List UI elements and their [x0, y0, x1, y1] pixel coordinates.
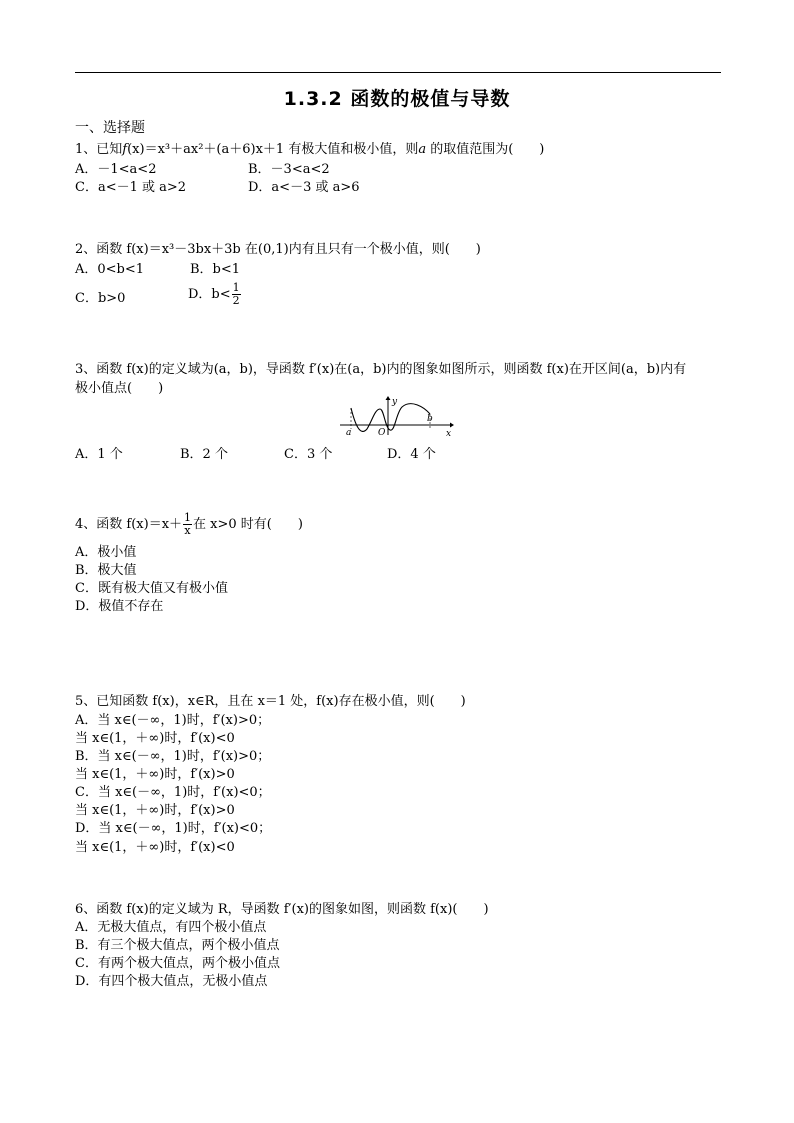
- q5-line: 当 x∈(1，＋∞)时，f′(x)<0: [75, 840, 235, 855]
- q1-option-a: A．－1<a<2: [75, 162, 157, 177]
- q2-option-b: B．b<1: [190, 262, 241, 277]
- q3-option-a: A．1 个: [75, 447, 123, 462]
- q3-option-d: D．4 个: [387, 447, 436, 462]
- derivative-graph: [336, 395, 456, 437]
- q3-stem-line1: 3、函数 f(x)的定义域为(a，b)，导函数 f′(x)在(a，b)内的图象如图所示，则函数 f(x)在开区间(a，b)内有: [75, 362, 687, 377]
- q5-line: B．当 x∈(－∞，1)时，f′(x)>0；: [75, 749, 271, 764]
- graph-label-y: y: [392, 397, 398, 407]
- q2-option-a: A．0<b<1: [75, 262, 145, 277]
- q1-option-b: B．－3<a<2: [248, 162, 330, 177]
- q3-option-c: C．3 个: [284, 447, 333, 462]
- page-title: 1.3.2 函数的极值与导数: [283, 88, 511, 110]
- q6-stem: 6、函数 f(x)的定义域为 R，导函数 f′(x)的图象如图，则函数 f(x)( ): [75, 902, 489, 917]
- q5-line: 当 x∈(1，＋∞)时，f′(x)>0: [75, 803, 235, 818]
- q4-option-c: C．既有极大值又有极小值: [75, 581, 228, 596]
- graph-label-a: a: [346, 428, 352, 437]
- q6-option-c: C．有两个极大值点，两个极小值点: [75, 956, 280, 971]
- q4-option-b: B．极大值: [75, 563, 137, 578]
- q4-option-a: A．极小值: [75, 545, 137, 560]
- q3-stem-line2: 极小值点( ): [75, 381, 164, 396]
- q4-stem: 4、函数 f(x)＝x＋ $\frac{1}{x}$ 在 x>0 时有( ): [75, 511, 303, 537]
- q6-option-d: D．有四个极大值点，无极小值点: [75, 974, 268, 989]
- q5-line: A．当 x∈(－∞，1)时，f′(x)>0；: [75, 713, 271, 728]
- q2-stem: 2、函数 f(x)＝x³－3bx＋3b 在(0,1)内有且只有一个极小值，则( ): [75, 242, 481, 257]
- q3-option-b: B．2 个: [180, 447, 228, 462]
- graph-label-b: b: [427, 414, 433, 424]
- q5-stem: 5、已知函数 f(x)，x∈R，且在 x＝1 处，f(x)存在极小值，则( ): [75, 694, 466, 709]
- q5-line: D．当 x∈(－∞，1)时，f′(x)<0；: [75, 821, 272, 836]
- q2-option-c: C．b>0: [75, 291, 126, 306]
- q1-option-c: C．a<－1 或 a>2: [75, 180, 187, 195]
- header-rule: [75, 72, 721, 73]
- q1-option-d: D．a<－3 或 a>6: [248, 180, 360, 195]
- q1-stem: 1、已知f(x)＝x³＋ax²＋(a＋6)x＋1 有极大值和极小值，则a 的取值范围为( ): [75, 142, 545, 157]
- q2-option-d: D．b< $\frac{1}{2}$: [188, 281, 240, 307]
- q6-option-a: A．无极大值点，有四个极小值点: [75, 920, 267, 935]
- q4-option-d: D．极值不存在: [75, 599, 164, 614]
- q5-line: 当 x∈(1，＋∞)时，f′(x)<0: [75, 731, 235, 746]
- graph-label-o: O: [378, 428, 386, 437]
- graph-label-x: x: [446, 429, 452, 437]
- q5-line: C．当 x∈(－∞，1)时，f′(x)<0；: [75, 785, 271, 800]
- q6-option-b: B．有三个极大值点，两个极小值点: [75, 938, 280, 953]
- section-heading: 一、选择题: [75, 120, 145, 136]
- q5-line: 当 x∈(1，＋∞)时，f′(x)>0: [75, 767, 235, 782]
